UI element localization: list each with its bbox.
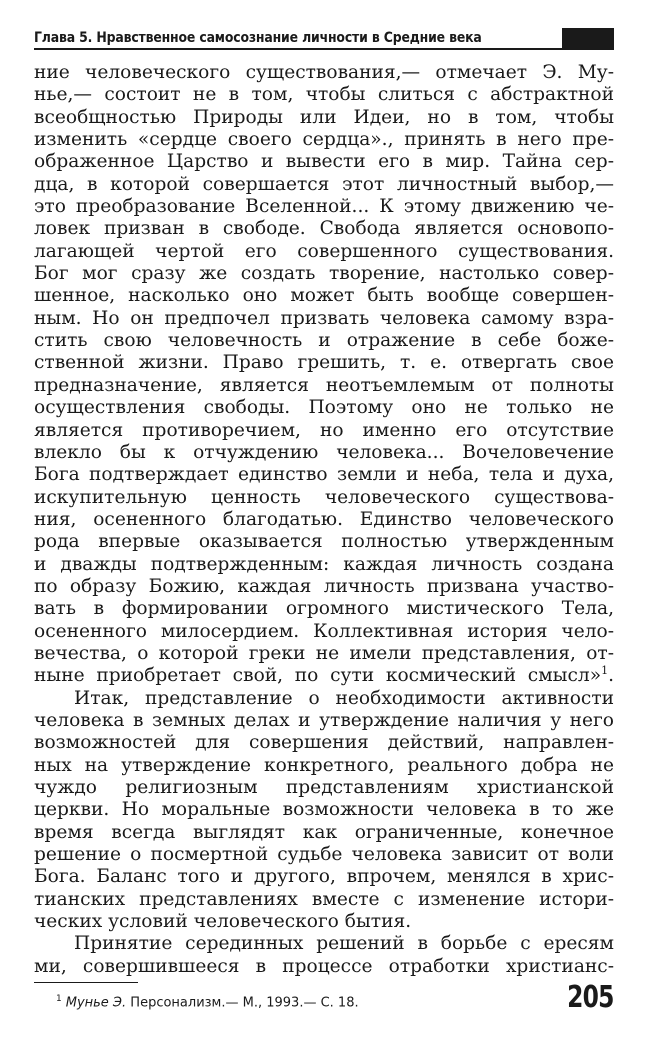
text-line: изменить «сердце своего сердца»., принять в него пре- — [34, 129, 614, 151]
text-line: ственной жизни. Право грешить, т. е. отвергать свое — [34, 352, 614, 374]
text-line: стить свою человечность и отражение в себе боже- — [34, 330, 614, 352]
footnote-divider — [34, 982, 138, 983]
text-line: ображенное Царство и вывести его в мир. Тайна сер- — [34, 151, 614, 173]
text-line: предназначение, является неотъемлемым от полноты — [34, 374, 614, 396]
text-line: Бога подтверждает единство земли и неба, тела и духа, — [34, 464, 614, 486]
text-line: возможностей для совершения действий, направлен- — [34, 732, 614, 754]
text-line: является противоречием, но именно его отсутствие — [34, 419, 614, 441]
paragraph-3 — [34, 933, 614, 978]
running-head — [34, 22, 614, 50]
text-line: по образу Божию, каждая личность призвана участво- — [34, 575, 614, 597]
text-line: тианских представлениях вместе с изменение истори- — [34, 888, 614, 910]
text-line: и дважды подтвержденным: каждая личность создана — [34, 553, 614, 575]
text-line: рода впервые оказывается полностью утвержденным — [34, 531, 614, 553]
text-line: Бог мог сразу же создать творение, настолько совер- — [34, 263, 614, 285]
text-line: Принятие серединных решений в борьбе с ересям — [74, 933, 614, 955]
text-line: ния, осененного благодатью. Единство человеческого — [34, 508, 614, 530]
text-line: чуждо религиозным представлениям христианской — [34, 777, 614, 798]
book-page — [34, 22, 614, 1032]
body-text — [34, 62, 614, 978]
footnote — [56, 994, 359, 1010]
text-line: шенное, насколько оно может быть вообще совершен- — [34, 285, 614, 307]
text-line: ным. Но он предпочел призвать человека самому взра- — [34, 307, 614, 329]
paragraph-1 — [34, 62, 614, 688]
chapter-title: Глава 5. Нравственное самосознание личности в Средние века — [34, 30, 482, 46]
text-line: решение о посмертной судьбе человека зависит от воли — [34, 844, 614, 866]
text-line: лагающей чертой его совершенного существования. — [34, 240, 614, 262]
text-line: церкви. Но моральные возможности человека в то же — [34, 799, 614, 821]
text-line: осуществления свободы. Поэтому оно не только не — [34, 397, 614, 419]
text-line: ние человеческого существования,— отмечает Э. Му- — [34, 62, 614, 83]
text-line: Бога. Баланс того и другого, впрочем, менялся в хрис- — [34, 866, 614, 888]
footnote-number: 1 — [56, 994, 62, 1004]
footnote-author: Мунье Э. — [65, 995, 127, 1011]
text-line: Итак, представление о необходимости активности — [74, 687, 614, 709]
text-line-with-footnote: ныне приобретает свой, по сути космический смысл»$^1$. — [34, 665, 614, 687]
text-line: осененного милосердием. Коллективная история чело- — [34, 620, 614, 642]
text-line: человека в земных делах и утверждение наличия у него — [34, 709, 614, 731]
text-line-text: ныне приобретает свой, по сути космический смысл» — [34, 665, 602, 687]
text-line: время всегда выглядят как ограниченные, конечное — [34, 821, 614, 843]
text-line: дца, в которой совершается этот личностный выбор,— — [34, 173, 614, 195]
text-line: искупительную ценность человеческого существова- — [34, 486, 614, 508]
footnote-text: Персонализм.— М., 1993.— С. 18. — [130, 995, 359, 1011]
text-line: нье,— состоит не в том, чтобы слиться с абстрактной — [34, 84, 614, 106]
text-line: вать в формировании огромного мистического Тела, — [34, 598, 614, 620]
text-line: ных на утверждение конкретного, реального добра не — [34, 754, 614, 776]
footnote-reference: 1 — [601, 665, 609, 678]
text-line: вечества, о которой греки не имели представления, от- — [34, 642, 614, 664]
paragraph-2 — [34, 688, 614, 934]
text-line: ми, совершившееся в процессе отработки христианс- — [34, 955, 614, 977]
page-number: 205 — [567, 980, 614, 1015]
text-line: влекло бы к отчуждению человека... Вочеловечение — [34, 441, 614, 463]
text-line: ческих условий человеческого бытия. — [34, 911, 412, 933]
text-line: это преобразование Вселенной... К этому движению че- — [34, 196, 614, 218]
header-black-bar — [562, 28, 614, 50]
text-line: ловек призван в свободе. Свобода является основопо- — [34, 218, 614, 240]
text-line: всеобщностью Природы или Идеи, но в том, чтобы — [34, 106, 614, 128]
